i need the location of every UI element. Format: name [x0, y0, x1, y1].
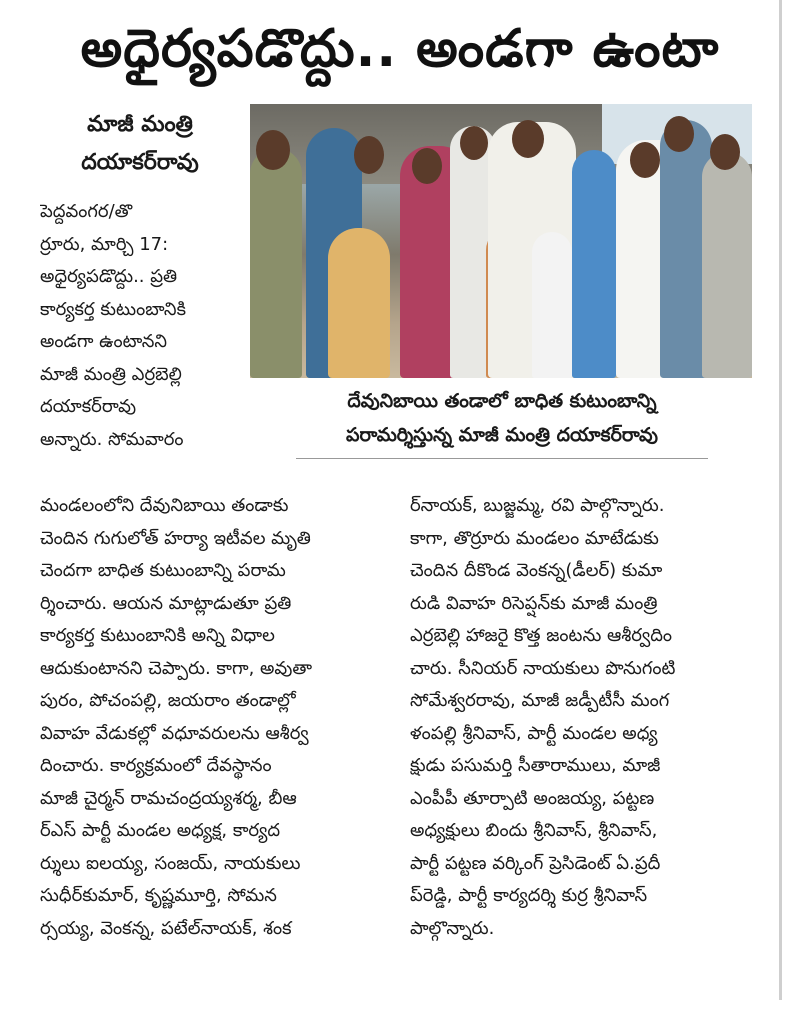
text-line: ఎర్రబెల్లి హాజరై కొత్త జంటను ఆశీర్వదిం	[410, 625, 673, 646]
photo-head	[354, 136, 384, 174]
caption-divider	[296, 458, 708, 459]
text-line: మాజీ చైర్మన్ రామచంద్రయ్యశర్మ, బీఆ	[40, 787, 297, 809]
text-line: మాజీ మంత్రి ఎర్రబెల్లి	[40, 363, 182, 385]
photo-head	[412, 148, 442, 184]
text-line: కార్యకర్త కుటుంబానికి అన్ని విధాల	[40, 625, 275, 646]
photo-head	[460, 126, 488, 160]
text-line: పెద్దవంగర/తొ	[40, 201, 133, 222]
text-line: రుడి వివాహ రిసెప్షన్‌కు మాజీ మంత్రి	[410, 592, 658, 614]
byline-title: మాజీ మంత్రి	[87, 112, 193, 137]
text-line: ప్‌రెడ్డి, పార్టీ కార్యదర్శి కుర్ర శ్రీనివాస్	[410, 885, 648, 906]
byline	[40, 106, 240, 182]
text-line: కాగా, తొర్రూరు మండలం మాటేడుకు	[410, 527, 659, 549]
text-line: మండలంలోని దేవునిబాయి తండాకు	[40, 495, 289, 516]
caption-line: పరామర్శిస్తున్న మాజీ మంత్రి దయాకర్‌రావు	[345, 424, 659, 446]
article-intro-column	[40, 196, 284, 456]
text-line: క్షుడు పసుమర్తి సీతారాములు, మాజీ	[410, 755, 661, 776]
text-line: ర్శించారు. ఆయన మాట్లాడుతూ ప్రతి	[40, 592, 292, 614]
text-line: ళంపల్లి శ్రీనివాస్, పార్టీ మండల అధ్య	[410, 722, 658, 744]
photo-person	[572, 150, 616, 378]
photo-person	[532, 232, 572, 378]
text-line: అధ్యక్షులు బిందు శ్రీనివాస్, శ్రీనివాస్,	[410, 820, 658, 841]
photo-person	[702, 152, 752, 378]
photo-person	[328, 228, 390, 378]
text-line: చెందిన దీకొండ వెంకన్న(డీలర్) కుమా	[410, 560, 663, 581]
text-line: ర్సయ్య, వెంకన్న, పటేల్‌నాయక్, శంక	[40, 917, 292, 939]
news-photo	[250, 104, 752, 378]
column-divider	[779, 0, 782, 1000]
text-line: కార్యకర్త కుటుంబానికి	[40, 298, 186, 320]
text-line: సుధీర్‌కుమార్, కృష్ణమూర్తి, సోమన	[40, 885, 277, 906]
text-line: చారు. సీనియర్ నాయకులు పొనుగంటి	[410, 657, 676, 679]
text-line: దించారు. కార్యక్రమంలో దేవస్థానం	[40, 755, 272, 776]
text-line: సోమేశ్వరరావు, మాజీ జడ్పీటీసీ మంగ	[410, 690, 670, 711]
text-line: చెందగా బాధిత కుటుంబాన్ని పరామ	[40, 560, 286, 581]
photo-head	[710, 134, 740, 170]
text-line: అధైర్యపడొద్దు.. ప్రతి	[40, 266, 178, 287]
text-line: ఆదుకుంటానని చెప్పారు. కాగా, అవుతా	[40, 657, 313, 679]
text-line: దయాకర్‌రావు	[40, 396, 137, 417]
photo-head	[664, 116, 694, 152]
text-line: చెందిన గుగులోత్ హర్యా ఇటీవల మృతి	[40, 527, 311, 549]
article-left-column	[40, 490, 394, 945]
photo-caption	[296, 384, 708, 452]
text-line: ర్ఎస్ పార్టీ మండల అధ్యక్ష, కార్యద	[40, 820, 281, 841]
photo-head	[630, 142, 660, 178]
photo-head	[256, 130, 290, 170]
text-line: ఎంపీపీ తూర్పాటి అంజయ్య, పట్టణ	[410, 787, 655, 809]
text-line: అన్నారు. సోమవారం	[40, 428, 184, 450]
text-line: పాల్గొన్నారు.	[410, 917, 495, 939]
text-line: ర్శులు ఐలయ్య, సంజయ్, నాయకులు	[40, 852, 301, 874]
text-line: పార్టీ పట్టణ వర్కింగ్ ప్రెసిడెంట్ ఏ.ప్రదీ	[410, 852, 661, 874]
text-line: ర్రూరు, మార్చి 17:	[40, 233, 169, 255]
photo-head	[512, 120, 544, 158]
caption-line: దేవునిబాయి తండాలో బాధిత కుటుంబాన్ని	[347, 390, 657, 412]
text-line: వివాహ వేడుకల్లో వధూవరులను ఆశీర్వ	[40, 722, 309, 744]
text-line: అండగా ఉంటానని	[40, 331, 168, 352]
byline-name: దయాకర్‌రావు	[81, 150, 199, 175]
text-line: పురం, పోచంపల్లి, జయరాం తండాల్లో	[40, 690, 296, 711]
article-right-column	[410, 490, 760, 945]
headline: అధైర్యపడొద్దు.. అండగా ఉంటా	[80, 19, 720, 79]
text-line: ర్‌నాయక్, బుజ్జమ్మ, రవి పాల్గొన్నారు.	[410, 495, 665, 516]
